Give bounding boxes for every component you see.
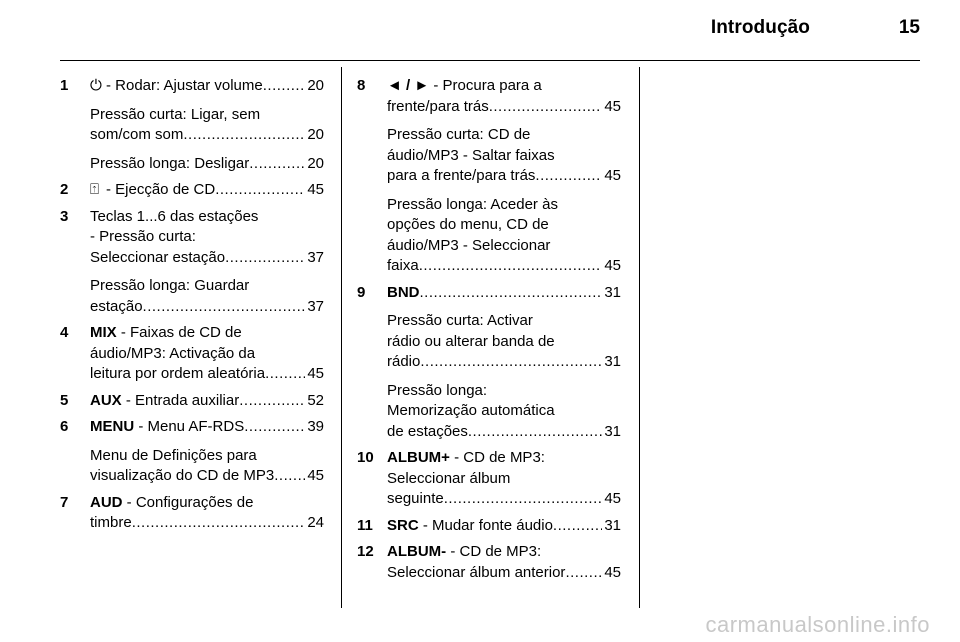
key-name: SRC xyxy=(387,516,419,534)
page-ref: 31 xyxy=(604,283,621,301)
item-text: - Menu AF-RDS xyxy=(138,418,245,435)
item-text: seguinte xyxy=(387,490,444,507)
page-ref: 45 xyxy=(604,167,621,184)
item-subtext: rádio xyxy=(387,353,421,370)
item-subtext: Pressão longa: Guardar xyxy=(90,277,250,294)
leader-dots xyxy=(444,489,603,510)
item-subtext: áudio/MP3 - Saltar faixas xyxy=(387,146,555,164)
leader-dots xyxy=(132,513,306,534)
item-text: - CD de MP3: xyxy=(450,543,542,560)
leader-dots xyxy=(239,391,305,412)
page-number: 15 xyxy=(898,17,920,38)
page-ref: 52 xyxy=(307,391,324,409)
page-ref: 45 xyxy=(604,490,621,507)
page-ref: 45 xyxy=(604,563,621,581)
page-ref: 45 xyxy=(604,97,621,115)
list-item xyxy=(60,493,324,534)
list-item xyxy=(60,207,324,318)
column-1 xyxy=(60,76,324,540)
leader-dots xyxy=(489,97,603,118)
page-ref: 31 xyxy=(604,353,621,370)
list-item xyxy=(60,76,324,174)
item-number: 12 xyxy=(357,543,374,560)
item-text: timbre xyxy=(90,514,132,531)
leader-dots xyxy=(420,352,602,373)
item-subtext: Pressão curta: CD de xyxy=(387,126,531,143)
list-item xyxy=(357,283,621,443)
item-subtext: Menu de Definições para xyxy=(90,446,257,464)
key-name: AUD xyxy=(90,493,123,511)
key-name: ALBUM+ xyxy=(387,449,450,466)
page-ref: 37 xyxy=(307,297,324,315)
leader-dots xyxy=(535,166,602,187)
item-subtext: Pressão longa: xyxy=(387,381,488,399)
page-ref: 45 xyxy=(307,467,324,484)
list-item xyxy=(357,542,621,583)
leader-dots xyxy=(419,256,603,277)
item-text: - Pressão curta: xyxy=(90,228,196,245)
page-ref: 37 xyxy=(307,248,324,266)
key-name: BND xyxy=(387,283,420,301)
header-divider xyxy=(60,60,920,61)
list-item xyxy=(60,391,324,412)
item-number: 2 xyxy=(60,181,69,198)
leader-dots xyxy=(565,563,602,584)
item-subtext: Pressão curta: Ligar, sem xyxy=(90,105,261,123)
item-text: - Mudar fonte áudio xyxy=(422,516,553,534)
item-number: 9 xyxy=(357,283,366,301)
leader-dots xyxy=(553,516,602,537)
page-ref: 24 xyxy=(307,514,324,531)
item-number: 11 xyxy=(357,516,373,534)
watermark: carmanualsonline.info xyxy=(705,612,930,637)
leader-dots xyxy=(244,417,305,438)
item-subtext: Memorização automática xyxy=(387,402,555,419)
item-subtext: faixa xyxy=(387,257,419,274)
item-number: 4 xyxy=(60,324,69,341)
leader-dots xyxy=(468,422,602,443)
item-text: Seleccionar álbum xyxy=(387,469,511,487)
item-text: áudio/MP3: Activação da xyxy=(90,344,256,362)
item-subtext: Pressão longa: Aceder às xyxy=(387,195,558,213)
page-ref: 20 xyxy=(307,77,324,94)
leader-dots xyxy=(183,125,305,146)
leader-dots xyxy=(215,180,305,201)
leader-dots xyxy=(249,154,305,175)
item-subtext: visualização do CD de MP3 xyxy=(90,467,275,484)
item-subtext: Pressão longa: Desligar xyxy=(90,154,250,172)
list-item xyxy=(357,76,621,277)
item-subtext: rádio ou alterar banda de xyxy=(387,332,555,350)
page-ref: 20 xyxy=(307,126,324,143)
page-ref: 45 xyxy=(307,365,324,382)
item-text: Seleccionar estação xyxy=(90,248,226,266)
item-text: - Rodar: Ajustar volume xyxy=(106,77,263,94)
leader-dots xyxy=(274,466,305,487)
item-text: - Procura para a xyxy=(433,77,542,94)
key-name: AUX xyxy=(90,391,122,409)
item-number: 3 xyxy=(60,207,69,225)
item-text: - Faixas de CD de xyxy=(120,324,242,341)
page-ref: 20 xyxy=(307,154,324,172)
item-subtext: de estações xyxy=(387,422,468,440)
key-name: ALBUM- xyxy=(387,543,447,560)
page-ref: 45 xyxy=(307,181,324,198)
page-title: Introdução xyxy=(710,17,810,38)
page-ref: 31 xyxy=(604,516,621,534)
page-ref: 39 xyxy=(307,418,324,435)
leader-dots xyxy=(265,364,305,385)
item-subtext: estação xyxy=(90,297,143,315)
item-text: - Configurações de xyxy=(126,493,254,511)
list-item xyxy=(60,323,324,385)
column-divider-2 xyxy=(639,67,640,608)
item-number: 8 xyxy=(357,77,366,94)
item-subtext: opções do menu, CD de xyxy=(387,216,549,233)
leader-dots xyxy=(263,76,306,97)
leader-dots xyxy=(225,248,305,269)
item-number: 7 xyxy=(60,493,69,511)
item-text: - Ejecção de CD xyxy=(106,181,216,198)
power-icon: ⏻ xyxy=(90,77,102,94)
arrow-left-right-icon: ◄ / ► xyxy=(387,77,430,94)
leader-dots xyxy=(143,297,306,318)
item-text: - Entrada auxiliar xyxy=(125,391,240,409)
item-number: 6 xyxy=(60,418,69,435)
item-text: Seleccionar álbum anterior xyxy=(387,563,566,581)
item-number: 1 xyxy=(60,77,69,94)
column-2 xyxy=(357,76,621,589)
item-subtext: para a frente/para trás xyxy=(387,167,536,184)
item-text: - CD de MP3: xyxy=(454,449,545,466)
item-text: leitura por ordem aleatória xyxy=(90,365,266,382)
list-item xyxy=(357,516,621,537)
item-subtext: som/com som xyxy=(90,126,184,143)
item-text: Teclas 1...6 das estações xyxy=(90,207,259,225)
page-ref: 45 xyxy=(604,257,621,274)
key-name: MENU xyxy=(90,418,135,435)
item-number: 5 xyxy=(60,391,69,409)
leader-dots xyxy=(420,283,603,304)
item-text: frente/para trás xyxy=(387,97,489,115)
item-number: 10 xyxy=(357,449,374,466)
list-item xyxy=(60,180,324,201)
list-item xyxy=(60,417,324,487)
column-divider-1 xyxy=(341,67,342,608)
page-ref: 31 xyxy=(604,422,621,440)
list-item xyxy=(357,448,621,510)
key-name: MIX xyxy=(90,324,117,341)
eject-icon: ⍐ xyxy=(90,181,100,198)
item-subtext: Pressão curta: Activar xyxy=(387,312,533,329)
item-subtext: áudio/MP3 - Seleccionar xyxy=(387,236,551,254)
